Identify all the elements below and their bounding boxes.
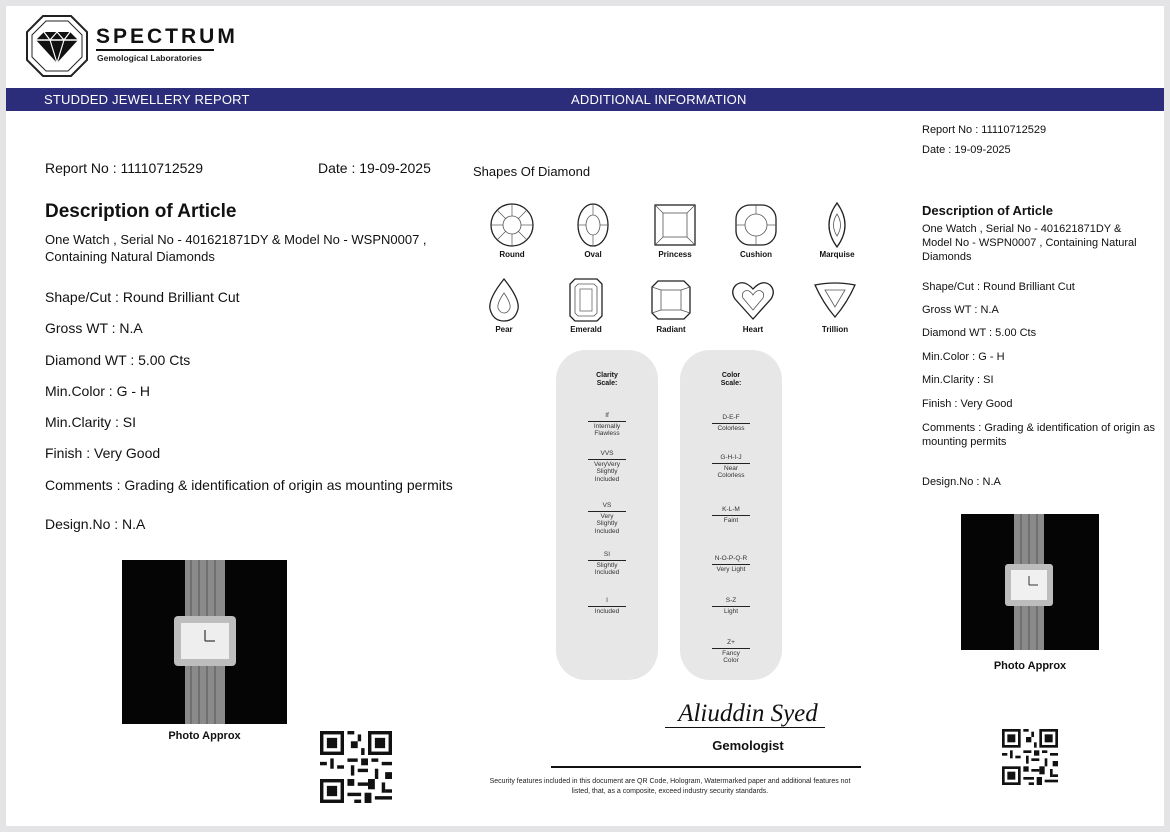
field-diamond-wt: Diamond WT : 5.00 Cts bbox=[45, 352, 191, 368]
field-min-color-right: Min.Color : G - H bbox=[922, 351, 1005, 363]
shape-label: Trillion bbox=[821, 325, 849, 334]
signature-underline bbox=[665, 727, 825, 728]
shape-label: Heart bbox=[742, 325, 764, 334]
grade-code: N-O-P-Q-R bbox=[714, 555, 748, 562]
grade-text: Fancy bbox=[722, 649, 740, 657]
grade-text: Very bbox=[600, 512, 614, 520]
grade-divider bbox=[588, 606, 626, 607]
shape-cushion bbox=[721, 202, 791, 259]
report-number-right: Report No : 11110712529 bbox=[922, 124, 1047, 136]
princess-shape-icon bbox=[651, 202, 699, 248]
field-finish-right: Finish : Very Good bbox=[922, 398, 1013, 410]
grade-divider bbox=[712, 606, 750, 607]
clarity-scale-title bbox=[556, 372, 658, 388]
description-line: One Watch , Serial No - 401621871DY & bbox=[922, 223, 1122, 235]
color-scale-title bbox=[680, 372, 782, 388]
shape-oval bbox=[558, 202, 628, 259]
shape-label: Cushion bbox=[740, 250, 772, 259]
grade-code: SI bbox=[603, 551, 611, 558]
grade-code: VS bbox=[602, 502, 612, 509]
grade-text: Included bbox=[594, 607, 620, 615]
article-description bbox=[45, 231, 427, 265]
color-grade bbox=[680, 555, 782, 573]
field-min-clarity-right: Min.Clarity : SI bbox=[922, 374, 994, 386]
grade-divider bbox=[712, 564, 750, 565]
description-line: One Watch , Serial No - 401621871DY & Model No - WSPN0007 , bbox=[45, 232, 427, 247]
grade-divider bbox=[712, 463, 750, 464]
grade-code: D-E-F bbox=[722, 414, 740, 421]
grade-text: Included bbox=[594, 569, 620, 576]
gemologist-signature: Aliuddin Syed bbox=[678, 700, 818, 727]
oval-shape-icon bbox=[569, 202, 617, 248]
grade-divider bbox=[588, 421, 626, 422]
grade-code: Z+ bbox=[727, 639, 735, 646]
article-photo bbox=[122, 560, 287, 724]
brand-name: SPECTRUM bbox=[96, 25, 238, 48]
clarity-grade bbox=[556, 502, 658, 535]
photo-caption: Photo Approx bbox=[168, 730, 241, 742]
grade-code: S-Z bbox=[725, 597, 737, 604]
report-date: Date : 19-09-2025 bbox=[318, 160, 431, 176]
field-finish: Finish : Very Good bbox=[45, 445, 161, 461]
grade-divider bbox=[588, 511, 626, 512]
report-type-label: STUDDED JEWELLERY REPORT bbox=[44, 92, 250, 107]
security-notice bbox=[440, 777, 900, 797]
shape-label: Marquise bbox=[819, 250, 855, 259]
signer-title: Gemologist bbox=[712, 738, 784, 753]
clarity-scale bbox=[556, 350, 658, 680]
qr-code-right[interactable] bbox=[1002, 729, 1058, 785]
color-grade bbox=[680, 506, 782, 524]
clarity-grade bbox=[556, 597, 658, 615]
article-description-right bbox=[922, 222, 1137, 264]
scale-title-line: Scale: bbox=[596, 380, 618, 387]
scale-title-line: Scale: bbox=[720, 380, 742, 387]
photo-caption-right: Photo Approx bbox=[993, 660, 1067, 672]
grade-text: Included bbox=[594, 527, 620, 535]
brand-underline bbox=[96, 49, 214, 51]
shape-pear bbox=[469, 277, 539, 334]
spectrum-logo bbox=[24, 13, 90, 84]
grade-text: Slightly bbox=[596, 468, 618, 475]
clarity-grade bbox=[556, 412, 658, 438]
watch-image bbox=[961, 514, 1099, 650]
shape-round bbox=[477, 202, 547, 259]
shape-label: Princess bbox=[658, 250, 692, 259]
round-shape-icon bbox=[488, 202, 536, 248]
field-min-color: Min.Color : G - H bbox=[45, 383, 151, 399]
description-line: Containing Natural Diamonds bbox=[45, 249, 215, 264]
qr-code[interactable] bbox=[320, 731, 392, 803]
security-line: Security features included in this document are QR Code, Hologram, Watermarked paper and additional features not bbox=[489, 778, 851, 785]
scale-title-line: Color bbox=[721, 372, 741, 379]
field-diamond-wt-right: Diamond WT : 5.00 Cts bbox=[922, 327, 1037, 339]
color-grade bbox=[680, 454, 782, 480]
security-line: listed, that, as a composite, exceed industry security standards. bbox=[571, 788, 769, 795]
grade-text: VeryVery bbox=[593, 460, 620, 468]
shape-label: Pear bbox=[495, 325, 513, 334]
field-gross-wt: Gross WT : N.A bbox=[45, 320, 143, 336]
shapes-title: Shapes Of Diamond bbox=[473, 164, 591, 179]
grade-text: Colorless bbox=[717, 424, 745, 432]
watch-image bbox=[122, 560, 287, 724]
shape-marquise bbox=[802, 202, 872, 259]
shape-label: Oval bbox=[584, 250, 602, 259]
field-gross-wt-right: Gross WT : N.A bbox=[922, 304, 999, 316]
shape-heart bbox=[718, 277, 788, 334]
grade-text: Slightly bbox=[596, 520, 618, 527]
grade-code: VVS bbox=[600, 450, 614, 457]
grade-text: Colorless bbox=[717, 472, 745, 479]
field-min-clarity: Min.Clarity : SI bbox=[45, 414, 137, 430]
shape-princess bbox=[640, 202, 710, 259]
grade-text: Internally bbox=[593, 422, 621, 430]
grade-divider bbox=[588, 560, 626, 561]
clarity-grade bbox=[556, 551, 658, 577]
scale-title-line: Clarity bbox=[596, 372, 618, 379]
grade-code: G-H-I-J bbox=[720, 454, 742, 461]
grade-code: I bbox=[606, 597, 608, 604]
marquise-shape-icon bbox=[813, 202, 861, 248]
article-heading: Description of Article bbox=[45, 201, 237, 222]
header-banner bbox=[6, 88, 1164, 111]
field-comments: Comments : Grading & identification of origin as mounting permits bbox=[45, 477, 453, 493]
color-scale bbox=[680, 350, 782, 680]
grade-text: Slightly bbox=[596, 561, 618, 569]
pear-shape-icon bbox=[480, 277, 528, 323]
shape-label: Radiant bbox=[656, 325, 686, 334]
grade-text: Light bbox=[723, 607, 739, 615]
grade-divider bbox=[712, 423, 750, 424]
grade-text: Near bbox=[723, 464, 739, 472]
field-shape-cut-right: Shape/Cut : Round Brilliant Cut bbox=[922, 281, 1075, 293]
shape-label: Round bbox=[499, 250, 525, 259]
color-grade bbox=[680, 414, 782, 432]
comments-line: Comments : Grading & identification of origin as bbox=[922, 422, 1155, 434]
grade-divider bbox=[712, 648, 750, 649]
field-design-no-right: Design.No : N.A bbox=[922, 476, 1001, 488]
field-comments-right bbox=[922, 421, 1155, 449]
grade-text: Included bbox=[594, 475, 620, 483]
diamond-logo-icon bbox=[24, 13, 90, 79]
cushion-shape-icon bbox=[732, 202, 780, 248]
article-photo-right bbox=[961, 514, 1099, 650]
trillion-shape-icon bbox=[811, 277, 859, 323]
shape-radiant bbox=[636, 277, 706, 334]
grade-code: K-L-M bbox=[722, 506, 740, 513]
description-line: Diamonds bbox=[922, 251, 972, 263]
heart-shape-icon bbox=[729, 277, 777, 323]
grade-text: Very Light bbox=[716, 565, 746, 573]
grade-divider bbox=[588, 459, 626, 460]
field-design-no: Design.No : N.A bbox=[45, 516, 146, 532]
field-shape-cut: Shape/Cut : Round Brilliant Cut bbox=[45, 289, 240, 305]
grade-code: If bbox=[605, 412, 609, 419]
signature-rule bbox=[551, 766, 861, 768]
clarity-grade bbox=[556, 450, 658, 483]
brand-subtitle: Gemological Laboratories bbox=[97, 53, 202, 63]
shape-emerald bbox=[551, 277, 621, 334]
comments-line: mounting permits bbox=[922, 436, 1007, 448]
radiant-shape-icon bbox=[647, 277, 695, 323]
emerald-shape-icon bbox=[562, 277, 610, 323]
report-number: Report No : 11110712529 bbox=[45, 160, 204, 176]
color-grade bbox=[680, 639, 782, 665]
additional-info-label: ADDITIONAL INFORMATION bbox=[571, 92, 747, 107]
shape-label: Emerald bbox=[570, 325, 602, 334]
shape-trillion bbox=[800, 277, 870, 334]
report-date-right: Date : 19-09-2025 bbox=[922, 144, 1011, 156]
grade-text: Color bbox=[723, 657, 739, 664]
grade-text: Flawless bbox=[594, 430, 620, 437]
description-line: Model No - WSPN0007 , Containing Natural bbox=[922, 237, 1137, 249]
grade-text: Faint bbox=[723, 516, 739, 524]
grade-divider bbox=[712, 515, 750, 516]
article-heading-right: Description of Article bbox=[922, 203, 1053, 218]
color-grade bbox=[680, 597, 782, 615]
